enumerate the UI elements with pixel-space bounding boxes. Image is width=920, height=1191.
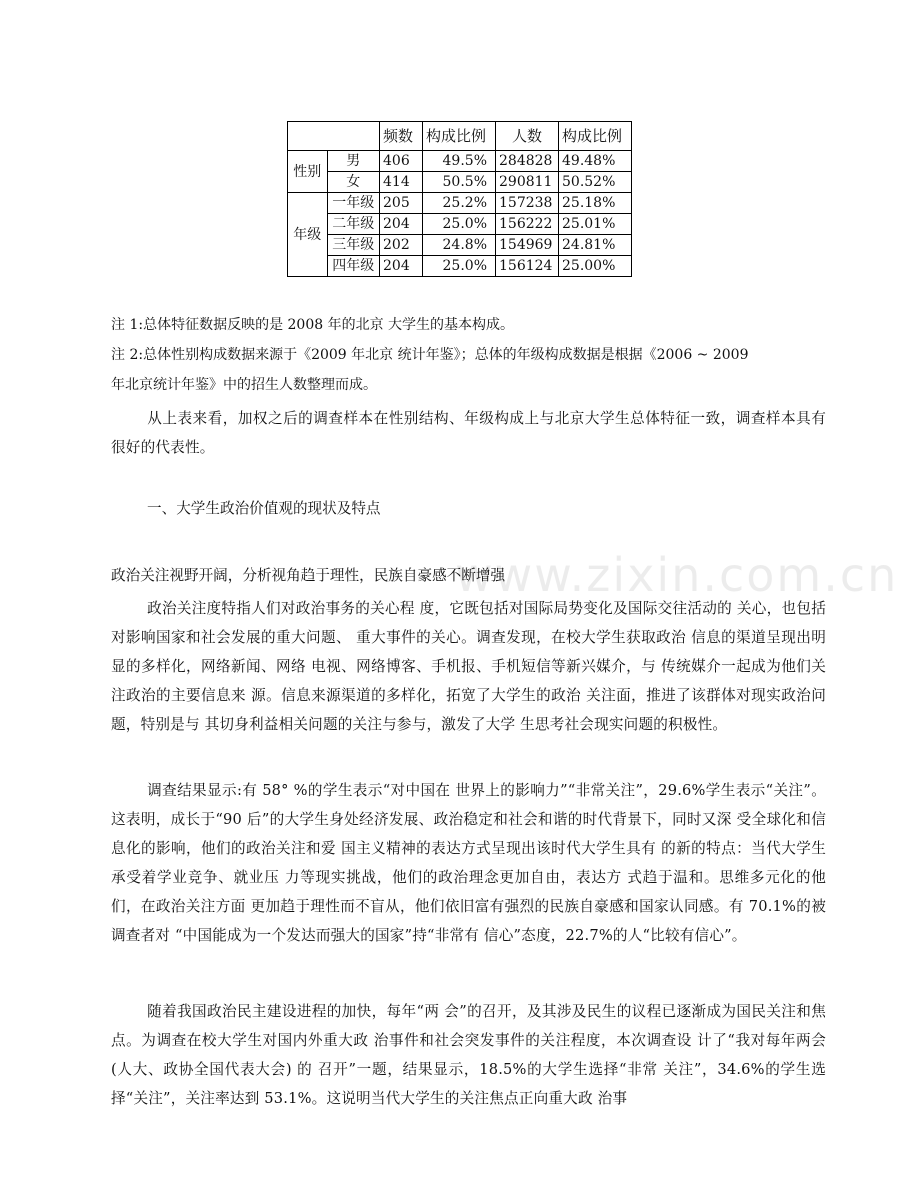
subheading: 政治关注视野开阔，分析视角趋于理性，民族自豪感不断增强 <box>111 567 506 584</box>
paragraph-1 <box>111 594 826 739</box>
header-cell: 频数 <box>380 122 423 151</box>
paragraph-1-text: 政治关注度特指人们对政治事务的关心程 度，它既包括对国际局势变化及国际交往活动的 关心，也包括对影响国家和社会发展的重大问题、 重大事件的关心。调查发现，在校大学生获取政治 信息的渠道呈现出明显的多样化，网络新闻、网络 电视、网络博客、手机报、手机短信等新兴媒介，与 传统媒介一起成为他们关注政治的主要信息来 源。信息来源渠道的多样化，拓宽了大学生的政治 关注面，推进了该群体对现实政治问题，特别是与 其切身利益相关问题的关注与参与，激发了大学 生思考社会现实问题的积极性。 <box>111 600 826 733</box>
row-label: 二年级 <box>327 214 380 235</box>
ratio-cell: 25.0% <box>423 214 496 235</box>
statistics-table <box>287 121 632 277</box>
ratio-cell: 25.2% <box>423 193 496 214</box>
freq-cell: 406 <box>380 151 423 172</box>
ratio2-cell: 25.18% <box>559 193 632 214</box>
people-cell: 284828 <box>496 151 559 172</box>
row-label: 三年级 <box>327 235 380 256</box>
people-cell: 157238 <box>496 193 559 214</box>
people-cell: 156222 <box>496 214 559 235</box>
people-cell: 154969 <box>496 235 559 256</box>
row-label: 一年级 <box>327 193 380 214</box>
ratio-cell: 25.0% <box>423 256 496 277</box>
summary-text: 从上表来看，加权之后的调查样本在性别结构、年级构成上与北京大学生总体特征一致，调查样本具有很好的代表性。 <box>111 410 826 456</box>
paragraph-3 <box>111 997 826 1113</box>
header-blank-cell <box>327 122 380 151</box>
watermark: www.zixin.com.cn <box>455 548 899 602</box>
ratio-cell: 24.8% <box>423 235 496 256</box>
ratio2-cell: 25.01% <box>559 214 632 235</box>
freq-cell: 205 <box>380 193 423 214</box>
freq-cell: 414 <box>380 172 423 193</box>
header-cell: 构成比例 <box>559 122 632 151</box>
header-cell: 构成比例 <box>423 122 496 151</box>
ratio2-cell: 24.81% <box>559 235 632 256</box>
table-row <box>288 193 632 214</box>
freq-cell: 204 <box>380 256 423 277</box>
table-row <box>288 256 632 277</box>
ratio-cell: 50.5% <box>423 172 496 193</box>
ratio2-cell: 50.52% <box>559 172 632 193</box>
ratio2-cell: 49.48% <box>559 151 632 172</box>
group-label: 性别 <box>288 151 328 193</box>
row-label: 男 <box>327 151 380 172</box>
people-cell: 156124 <box>496 256 559 277</box>
table-row <box>288 214 632 235</box>
note-1: 注 1:总体特征数据反映的是 2008 年的北京 大学生的基本构成。 <box>111 317 515 333</box>
section-heading: 一、大学生政治价值观的现状及特点 <box>147 500 381 517</box>
row-label: 四年级 <box>327 256 380 277</box>
note-2-line-2: 年北京统计年鉴》中的招生人数整理而成。 <box>111 377 377 393</box>
table-row <box>288 172 632 193</box>
ratio-cell: 49.5% <box>423 151 496 172</box>
freq-cell: 204 <box>380 214 423 235</box>
table-header-row <box>288 122 632 151</box>
note-2-line-1: 注 2:总体性别构成数据来源于《2009 年北京 统计年鉴》；总体的年级构成数据是根据《2006 ~ 2009 <box>111 347 749 363</box>
row-label: 女 <box>327 172 380 193</box>
paragraph-3-text: 随着我国政治民主建设进程的加快，每年“两 会”的召开，及其涉及民生的议程已逐渐成为国民关注和焦点。为调查在校大学生对国内外重大政 治事件和社会突发事件的关注程度，本次调查设 计了“我对每年两会(人大、政协全国代表大会) 的 召开”一题，结果显示，18.5%的大学生选择“非常 关注”，34.6%的学生选择“关注”，关注率达到 53.1%。这说明当代大学生的关注焦点正向重大政 治事 <box>111 1003 826 1107</box>
ratio2-cell: 25.00% <box>559 256 632 277</box>
freq-cell: 202 <box>380 235 423 256</box>
paragraph-2 <box>111 776 826 950</box>
summary-paragraph <box>111 404 826 462</box>
header-cell: 人数 <box>496 122 559 151</box>
table-row <box>288 235 632 256</box>
group-label: 年级 <box>288 193 328 277</box>
people-cell: 290811 <box>496 172 559 193</box>
table-row <box>288 151 632 172</box>
paragraph-2-text: 调查结果显示:有 58° %的学生表示“对中国在 世界上的影响力”“非常关注”，29.6%学生表示“关注”。这表明，成长于“90 后”的大学生身处经济发展、政治稳定和社会和谐的时代背景下，同时又深 受全球化和信息化的影响，他们的政治关注和爱 国主义精神的表达方式呈现出该时代大学生具有 的新的特点：当代大学生承受着学业竞争、就业压 力等现实挑战，他们的政治理念更加自由，表达方 式趋于温和。思维多元化的他们，在政治关注方面 更加趋于理性而不盲从，他们依旧富有强烈的民族自豪感和国家认同感。有 70.1%的被调查者对 “中国能成为一个发达而强大的国家”持“非常有 信心”态度，22.7%的人“比较有信心”。 <box>111 782 826 944</box>
header-blank-cell <box>288 122 328 151</box>
